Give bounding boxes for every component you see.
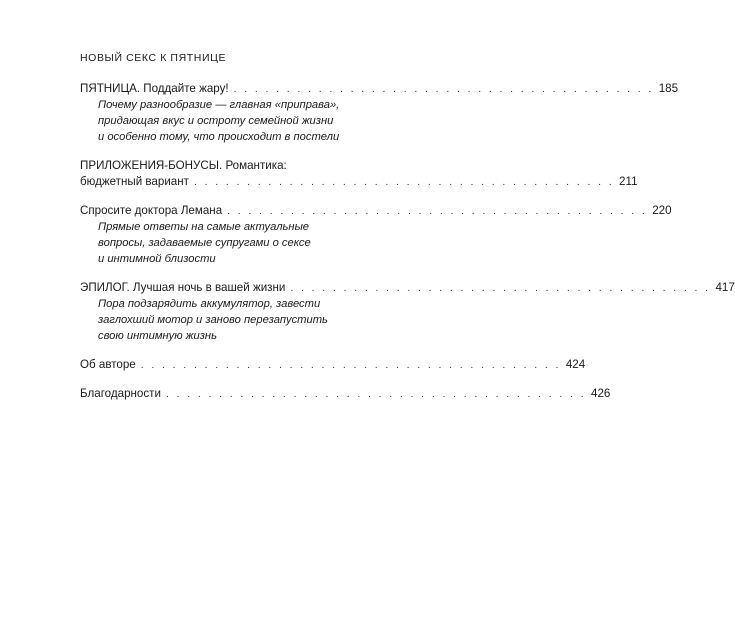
toc-entry-title: Спросите доктора Лемана [80, 204, 223, 217]
toc-entry-title: Благодарности [80, 387, 161, 400]
dot-leader: . . . . . . . . . . . . . . . . . . . . . . . . . . . . . . . . . . . . . . . . [165, 388, 587, 400]
toc-entry-subtitle [80, 296, 351, 344]
toc-entry-title: ПЯТНИЦА. Поддайте жару! [80, 82, 229, 95]
toc-page-number: 417 [715, 281, 735, 294]
dot-leader: . . . . . . . . . . . . . . . . . . . . . . . . . . . . . . . . . . . . . . . . [140, 359, 561, 371]
subtitle-line: придающая вкус и остроту семейной жизни [98, 115, 334, 127]
toc-page-number: 185 [658, 82, 679, 95]
toc-entry-about[interactable] [80, 357, 586, 373]
toc-page-number: 426 [591, 387, 611, 400]
toc-entry-title-continued: бюджетный вариант [80, 175, 189, 188]
toc-page-number: 220 [652, 204, 672, 217]
toc-page-number: 424 [565, 358, 586, 371]
subtitle-line: вопросы, задаваемые супругами о сексе [98, 237, 311, 249]
toc-entry-title: Об авторе [80, 358, 136, 371]
dot-leader: . . . . . . . . . . . . . . . . . . . . . . . . . . . . . . . . . . . . . . . . [233, 83, 654, 95]
toc-entry-title: ЭПИЛОГ. Лучшая ночь в вашей жизни [80, 281, 286, 294]
toc-entry-subtitle [80, 97, 351, 145]
subtitle-line: свою интимную жизнь [98, 330, 217, 342]
subtitle-line: Почему разнообразие — главная «приправа», [98, 99, 340, 111]
dot-leader: . . . . . . . . . . . . . . . . . . . . . . . . . . . . . . . . . . . . . . . . [227, 205, 648, 217]
subtitle-line: Прямые ответы на самые актуальные [98, 221, 310, 233]
toc-page-number: 211 [619, 175, 638, 188]
table-of-contents [80, 81, 735, 402]
subtitle-line: заглохший мотор и заново перезапустить [98, 314, 328, 326]
toc-entry-subtitle [80, 219, 351, 267]
dot-leader: . . . . . . . . . . . . . . . . . . . . . . . . . . . . . . . . . . . . . . . . [193, 176, 615, 188]
toc-entry-bonus[interactable] [80, 158, 638, 190]
toc-entry-epilogue[interactable] [80, 280, 735, 344]
toc-entry-thanks[interactable] [80, 386, 611, 402]
toc-entry-title: ПРИЛОЖЕНИЯ-БОНУСЫ. Романтика: [80, 159, 287, 172]
subtitle-line: Пора подзарядить аккумулятор, завести [98, 298, 321, 310]
subtitle-line: и особенно тому, что происходит в постели [98, 131, 340, 143]
toc-entry-doctor[interactable] [80, 203, 672, 267]
dot-leader: . . . . . . . . . . . . . . . . . . . . . . . . . . . . . . . . . . . . . . . . [290, 282, 711, 294]
toc-entry-friday[interactable] [80, 81, 679, 145]
running-head: НОВЫЙ СЕКС К ПЯТНИЦЕ [80, 52, 227, 64]
subtitle-line: и интимной близости [98, 253, 216, 265]
